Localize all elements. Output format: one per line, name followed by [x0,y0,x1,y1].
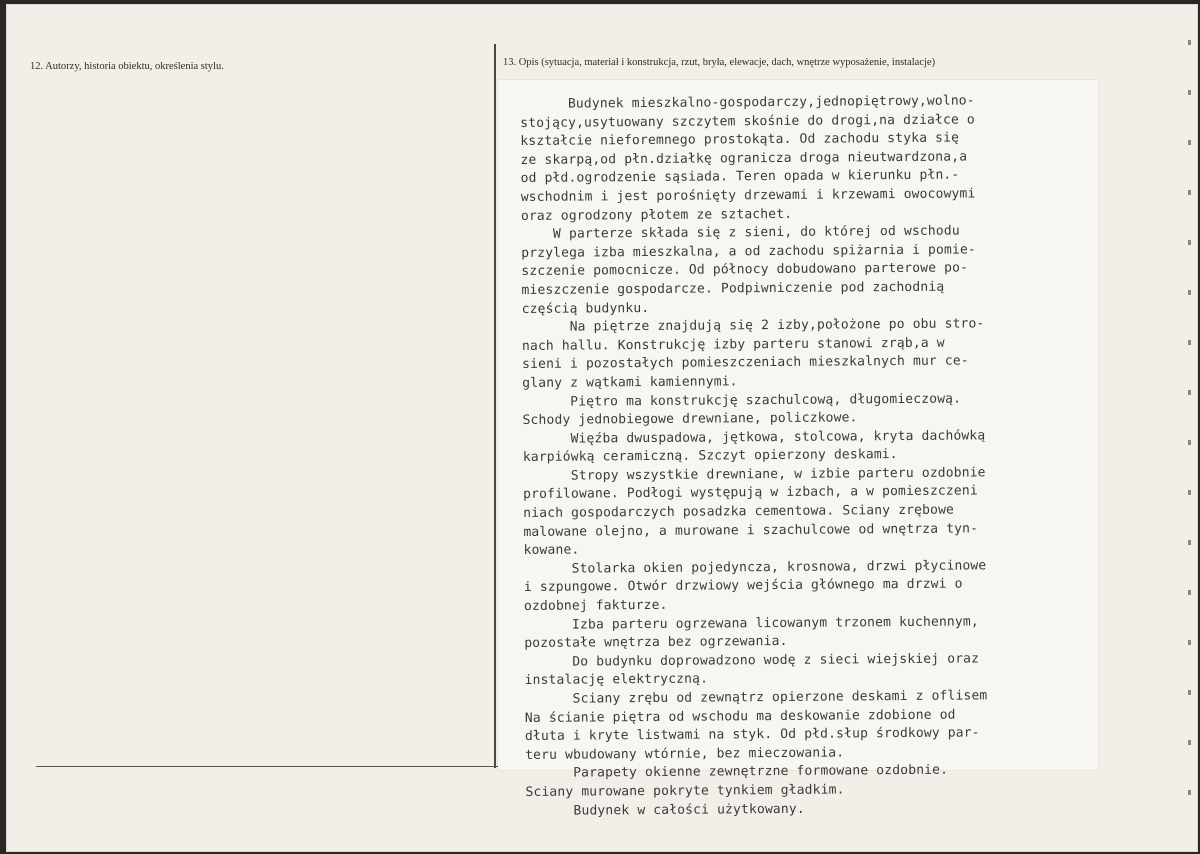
description-line: stojący,usytuowany szczytem skośnie do drogi,na działce o [520,112,975,131]
description-line: Stropy wszystkie drewniane, w izbie parteru ozdobnie [522,465,986,484]
description-line: W parterze składa się z sieni, do której od wschodu [521,223,960,243]
description-line: przylega izba mieszkalna, a od zachodu spiżarnia i pomie- [521,242,976,261]
description-line: Na ścianie piętra od wschodu ma deskowanie zdobione od [524,707,956,726]
edge-tick [1188,540,1191,545]
description-line: częścią budynku. [521,300,650,317]
description-line: wschodnim i jest porośnięty drzewami i krzewami owocowymi [520,186,976,205]
description-line: ze skarpą,od płn.działkę ogranicza droga nieutwardzona,a [520,149,968,168]
description-line: i szpungowe. Otwór drzwiowy wejścia głównego ma drzwi o [523,576,963,596]
edge-tick [1188,740,1191,745]
description-line: kształcie nieforemnego prostokąta. Od zachodu styka się [520,130,960,150]
description-line: Budynek mieszkalno-gospodarczy,jednopiętrowy,wolno- [520,93,975,112]
description-line: Sciany zrębu od zewnątrz opierzone deskami z oflisem [524,688,988,707]
edge-tick [1188,40,1191,45]
description-line: Sciany murowane pokryte tynkiem gładkim. [525,782,845,800]
description-line: nach hallu. Konstrukcję izby parteru stanowi zrąb,a w [521,335,945,354]
authors-history-style-label: 12. Autorzy, historia obiektu, określenia stylu. [30,61,224,72]
description-line: mieszczenie gospodarcze. Podpiwniczenie pod zachodnią [521,279,945,298]
edge-tick [1188,240,1191,245]
description-line: profilowane. Podłogi występują w izbach, a w pomieszczeni [523,483,978,503]
description-line: Izba parteru ogrzewana licowanym trzonem kuchennym, [524,614,979,633]
edge-tick [1188,90,1191,95]
description-line: ozdobnej fakturze. [523,597,668,615]
description-typewritten-text [520,91,1106,821]
edge-tick [1188,490,1191,495]
description-line: Schody jednobiegowe drewniane, policzkowe. [522,410,858,429]
description-line: Piętro ma konstrukcję szachulcową, długomieczową. [522,391,962,410]
description-line: Budynek w całości użytkowany. [525,801,805,819]
description-line: szczenie pomocnicze. Od północy dobudowano parterowe po- [521,260,969,280]
description-line: kowane. [523,542,580,559]
left-field-bottom-rule [36,766,502,767]
edge-tick [1188,140,1191,145]
edge-tick [1188,640,1191,645]
edge-tick [1188,340,1191,345]
description-line: glany z wątkami kamiennymi. [522,374,738,391]
edge-tick [1188,790,1191,795]
description-line: Parapety okienne zewnętrzne formowane ozdobnie. [525,763,949,782]
description-line: teru wbudowany wtórnie, bez mieczowania. [525,745,845,763]
description-line: oraz ogrodzony płotem ze sztachet. [520,206,793,224]
description-line: Więźba dwuspadowa, jętkowa, stolcowa, kryta dachówką [522,428,986,447]
edge-tick [1188,290,1191,295]
edge-tick [1188,390,1191,395]
description-line: od płd.ogrodzenie sąsiada. Teren opada w kierunku płn.- [520,167,960,187]
description-line: malowane olejno, a murowane i szachulcowe od wnętrza tyn- [523,521,979,540]
description-line: Stolarka okien pojedyncza, krosnowa, drzwi płycinowe [523,558,987,577]
description-line: sieni i pozostałych pomieszczeniach mieszkalnych mur ce- [522,353,969,373]
description-line: dłuta i kryte listwami na styk. Od płd.słup środkowy par- [524,725,980,745]
edge-tick [1188,190,1191,195]
edge-tick [1188,690,1191,695]
description-field-label: 13. Opis (sytuacja, materiał i konstrukcja, rzut, bryła, elewacje, dach, wnętrze wyposażenie, instalacje) [503,57,936,68]
description-line: niach gospodarczych posadzka cementowa. Sciany zrębowe [523,502,955,522]
description-line: instalację elektryczną. [524,671,709,689]
edge-tick [1188,590,1191,595]
description-line: Na piętrze znajdują się 2 izby,położone po obu stro- [521,316,985,336]
column-divider [494,44,496,768]
edge-tick [1188,440,1191,445]
description-line: Do budynku doprowadzono wodę z sieci wiejskiej oraz [524,651,980,670]
description-line: pozostałe wnętrza bez ogrzewania. [524,634,788,652]
description-line: karpiówką ceramiczną. Szczyt opierzony deskami. [522,447,898,466]
